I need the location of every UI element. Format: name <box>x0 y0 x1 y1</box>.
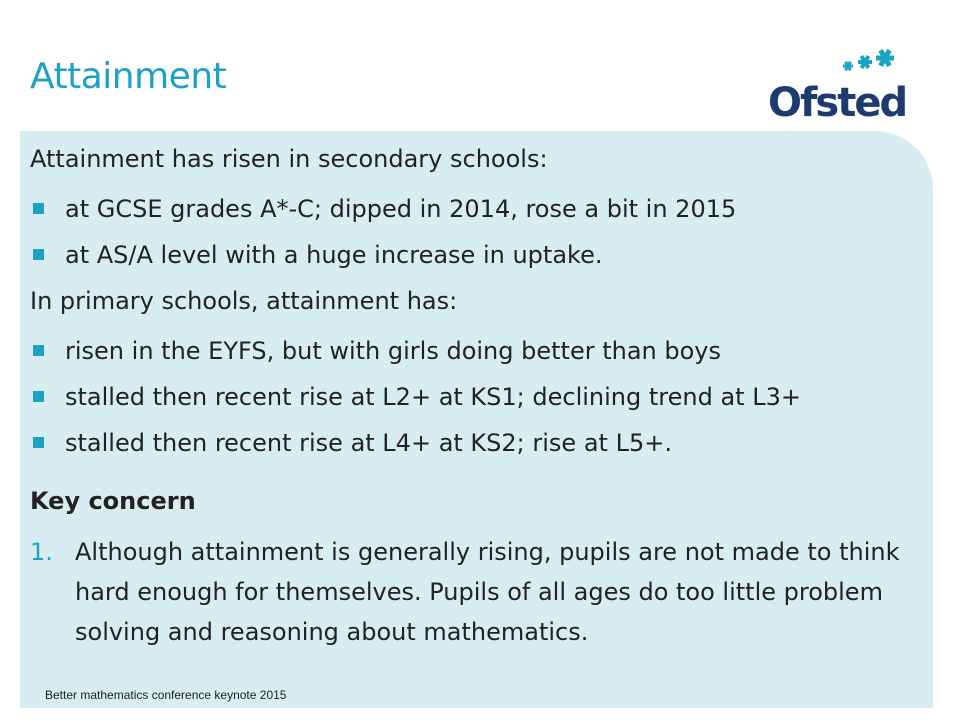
bullet-icon <box>33 345 44 356</box>
list-item <box>30 240 602 270</box>
list-item <box>30 194 736 224</box>
ofsted-logo <box>760 40 920 130</box>
bullet-icon <box>33 437 44 448</box>
page-title: Attainment <box>30 56 227 97</box>
list-item <box>30 428 672 458</box>
key-concern-heading: Key concern <box>30 487 196 515</box>
secondary-intro: Attainment has risen in secondary schools: <box>30 145 548 173</box>
numbered-item <box>30 532 935 652</box>
bullet-text: stalled then recent rise at L4+ at KS2; rise at L5+. <box>65 429 672 457</box>
list-item <box>30 336 721 366</box>
list-item <box>30 382 801 412</box>
item-number: 1. <box>30 538 53 566</box>
item-text: Although attainment is generally rising, pupils are not made to think hard enough for themselves. Pupils of all ages do too little problem solving and reasoning about mathematics. <box>75 538 900 646</box>
bullet-text: stalled then recent rise at L2+ at KS1; declining trend at L3+ <box>65 383 801 411</box>
bullet-icon <box>33 249 44 260</box>
bullet-text: risen in the EYFS, but with girls doing better than boys <box>65 337 722 365</box>
footer-text: Better mathematics conference keynote 2015 <box>45 688 287 702</box>
primary-intro: In primary schools, attainment has: <box>30 287 458 315</box>
bullet-icon <box>33 391 44 402</box>
bullet-text: at GCSE grades A*-C; dipped in 2014, rose a bit in 2015 <box>65 195 737 223</box>
bullet-text: at AS/A level with a huge increase in uptake. <box>65 241 603 269</box>
svg-text:Ofsted: Ofsted <box>768 80 907 126</box>
bullet-icon <box>33 203 44 214</box>
logo-stars-icon <box>843 49 894 71</box>
